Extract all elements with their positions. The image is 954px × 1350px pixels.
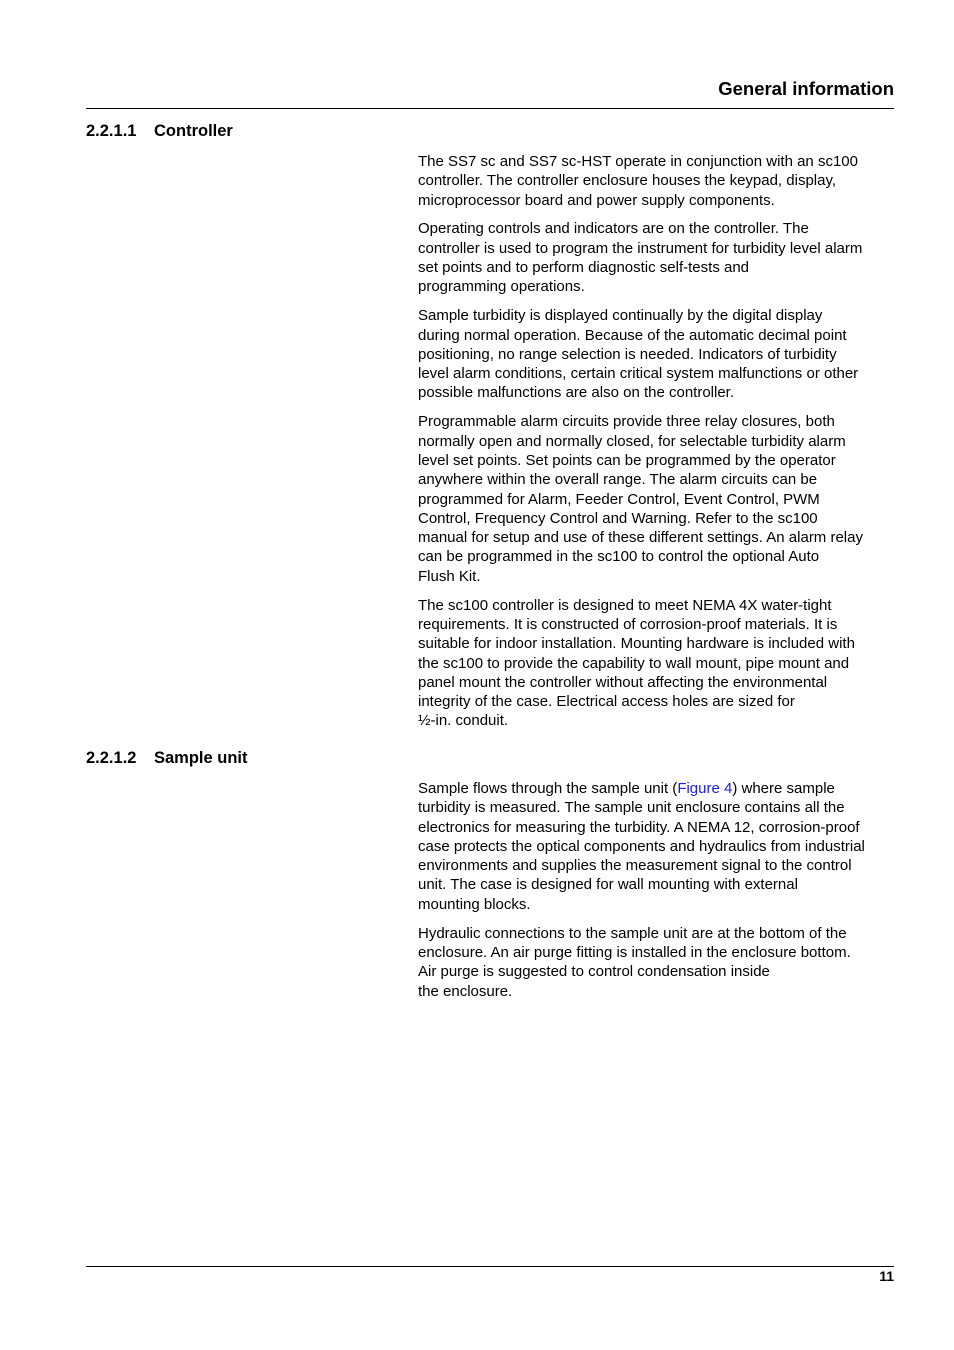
footer-rule (86, 1266, 894, 1267)
text-line: suitable for indoor installation. Mounting hardware is included with (418, 635, 855, 653)
text-line: mounting blocks. (418, 895, 531, 913)
text-line: Control, Frequency Control and Warning. Refer to the sc100 (418, 509, 818, 527)
paragraph (418, 219, 898, 296)
text-line: manual for setup and use of these different settings. An alarm relay (418, 529, 863, 547)
text-line: requirements. It is constructed of corrosion-proof materials. It is (418, 615, 838, 633)
text-line: unit. The case is designed for wall mounting with external (418, 876, 798, 894)
text-line: level set points. Set points can be programmed by the operator (418, 451, 836, 469)
text-line: environments and supplies the measurement signal to the control (418, 857, 852, 875)
text-line: controller is used to program the instrument for turbidity level alarm (418, 239, 863, 257)
text-line: Air purge is suggested to control condensation inside (418, 963, 770, 981)
text-line: controller. The controller enclosure houses the keypad, display, (418, 172, 837, 190)
text-line: possible malfunctions are also on the controller. (418, 384, 735, 402)
text-line: Flush Kit. (418, 567, 481, 585)
intro-after-link: ) where sample (732, 780, 835, 797)
section-heading-controller (86, 122, 233, 141)
text-line: The SS7 sc and SS7 sc-HST operate in conjunction with an sc100 (418, 153, 858, 170)
paragraph-with-figure-link (418, 779, 898, 914)
text-line: programming operations. (418, 278, 585, 296)
intro-before-link: Sample flows through the sample unit ( (418, 780, 678, 797)
text-line: programmed for Alarm, Feeder Control, Event Control, PWM (418, 490, 820, 508)
section-number: 2.2.1.1 (86, 122, 137, 140)
section-title: Sample unit (154, 749, 248, 767)
paragraph (418, 924, 898, 1001)
text-line: enclosure. An air purge fitting is installed in the enclosure bottom. (418, 943, 851, 961)
section-heading-sample-unit (86, 749, 248, 768)
text-line: during normal operation. Because of the automatic decimal point (418, 326, 847, 344)
figure-4-link[interactable]: Figure 4 (677, 780, 733, 797)
paragraph (418, 412, 898, 586)
text-line: Sample turbidity is displayed continually by the digital display (418, 307, 823, 325)
text-line: microprocessor board and power supply components. (418, 191, 775, 209)
text-line: panel mount the controller without affecting the environmental (418, 673, 828, 691)
text-line: Operating controls and indicators are on the controller. The (418, 220, 809, 238)
text-line: Programmable alarm circuits provide three relay closures, both (418, 413, 835, 431)
text-line: positioning, no range selection is needed. Indicators of turbidity (418, 345, 837, 363)
text-line: set points and to perform diagnostic self-tests and (418, 259, 750, 277)
text-line: anywhere within the overall range. The alarm circuits can be (418, 471, 818, 489)
controller-body (418, 152, 898, 731)
text-line: level alarm conditions, certain critical system malfunctions or other (418, 365, 859, 383)
text-line: normally open and normally closed, for selectable turbidity alarm (418, 432, 846, 450)
text-line: the enclosure. (418, 982, 513, 1000)
text-line: The sc100 controller is designed to meet NEMA 4X water-tight (418, 596, 832, 614)
header-rule (86, 108, 894, 109)
page-number: 11 (879, 1268, 894, 1284)
sample-unit-body (418, 779, 898, 1001)
running-header: General information (718, 78, 894, 99)
intro-continuation (418, 799, 865, 912)
text-line: case protects the optical components and hydraulics from industrial (418, 837, 865, 855)
text-line: can be programmed in the sc100 to control the optional Auto (418, 548, 820, 566)
paragraph (418, 306, 898, 402)
section-number: 2.2.1.2 (86, 749, 137, 767)
text-line: the sc100 to provide the capability to wall mount, pipe mount and (418, 654, 850, 672)
text-line: Hydraulic connections to the sample unit are at the bottom of the (418, 924, 847, 942)
text-line: turbidity is measured. The sample unit enclosure contains all the (418, 799, 845, 817)
text-line: electronics for measuring the turbidity. A NEMA 12, corrosion-proof (418, 818, 860, 836)
text-line: ½-in. conduit. (418, 712, 509, 730)
text-line: integrity of the case. Electrical access holes are sized for (418, 693, 795, 711)
paragraph (418, 152, 898, 210)
paragraph (418, 596, 898, 731)
section-title: Controller (154, 122, 233, 140)
